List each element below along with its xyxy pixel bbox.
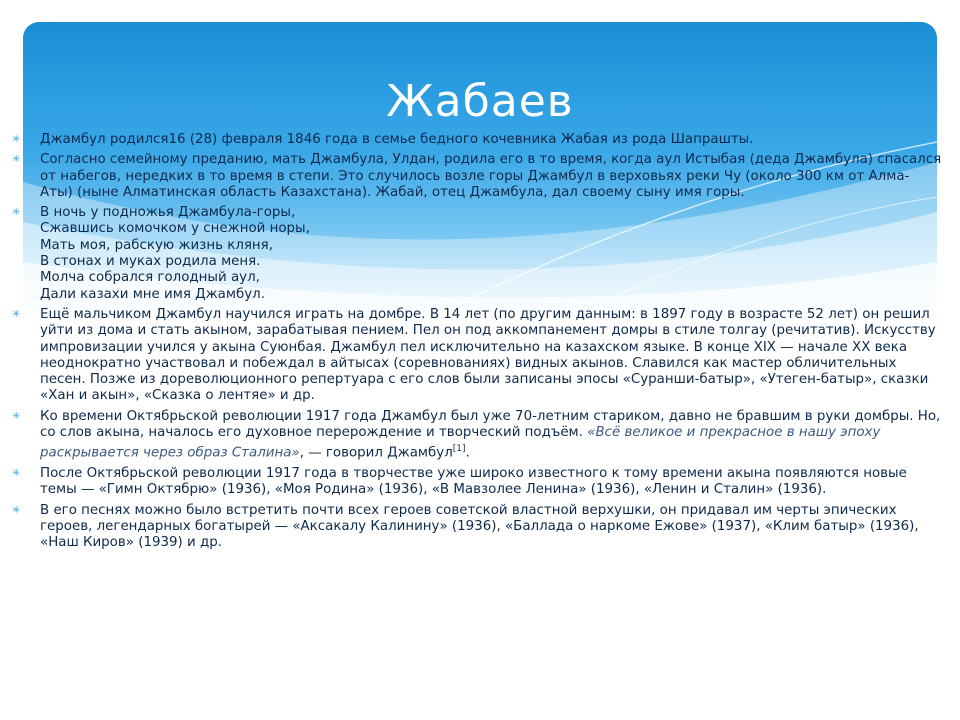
footnote-ref[interactable]: [1] [452,444,466,455]
stalin-quote: «Всё великое и прекрасное в нашу эпоху раскрывается через образ Сталина» [40,425,881,461]
bullet-text: Ещё мальчиком Джамбул научился играть на домбре. В 14 лет (по другим данным: в 1897 году в возрасте 52 лет) он решил уйти из дома и стать акыном, зарабатывая пением. Пел он под аккомпанемент домры в стиле толгау (речитатив). Искусству импровизации учился у акына Суюнбая. Джамбул пел исключительно на казахском языке. В конце XIX — начале XX века неоднократно участвовал и побеждал в айтысах (соревнованиях) видных акынов. Славился как мастер обличительных песен. Позже из дореволюционного репертуара с его слов были записаны эпосы «Суранши-батыр», «Утеген-батыр», сказки «Хан и акын», «Сказка о лентяе» и др. [40,306,936,404]
bullet-text: Ко времени Октябрьской революции 1917 года Джамбул был уже 70-летним стариком, давно не бравшим в руки домбры. Но, со слов акына, началось его духовное перерождение и творческий подъём. [40,408,941,441]
poem-line: ✳ В ночь у подножья Джамбула-горы, [40,205,296,221]
sentence-end: . [465,445,470,461]
poem-bullet [12,205,942,303]
bullet-item [12,132,942,148]
bullet-list [12,132,942,556]
bullet-text: В его песнях можно было встретить почти всех героев советской властной верхушки, он придавал им черты эпических героев, легендарных богатырей — «Аксакалу Калинину» (1936), «Баллада о наркоме Ежове» (1937), «Клим батыр» (1936), «Наш Киров» (1939) и др. [40,502,919,551]
bullet-text: Согласно семейному преданию, мать Джамбула, Улдан, родила его в то время, когда аул Истыбая (деда Джамбула) спасался от набегов, нередких в то время в степи. Это случилось возле горы Джамбул в верховьях реки Чу (около 300 км от Алма-Аты) (ныне Алматинская область Казахстана). Жабай, отец Джамбула, дал своему сыну имя горы. [40,152,942,200]
poem-line: Дали казахи мне имя Джамбул. [40,286,265,302]
bullet-item [12,152,942,201]
quote-attribution: , — говорил Джамбул [299,445,453,461]
poem-line: Сжавшись комочком у снежной норы, [40,221,310,237]
bullet-item [12,503,942,552]
bullet-text: После Октябрьской революции 1917 года в творчестве уже широко известного к тому времени акына появляются новые темы — «Гимн Октябрю» (1936), «Моя Родина» (1936), «В Мавзолее Ленина» (1936), «Ленин и Сталин» (1936). [40,466,907,498]
bullet-item [12,307,942,405]
poem-line: Молча собрался голодный аул, [40,270,260,286]
poem-line: В стонах и муках родила меня. [40,254,261,270]
bullet-item [12,466,942,499]
slide-title: Жабаев [386,76,574,127]
bullet-text: Джамбул родился16 (28) февраля 1846 года в семье бедного кочевника Жабая из рода Шапрашты. [40,132,754,147]
bullet-item [12,409,942,462]
poem-line: Мать моя, рабскую жизнь кляня, [40,237,273,253]
